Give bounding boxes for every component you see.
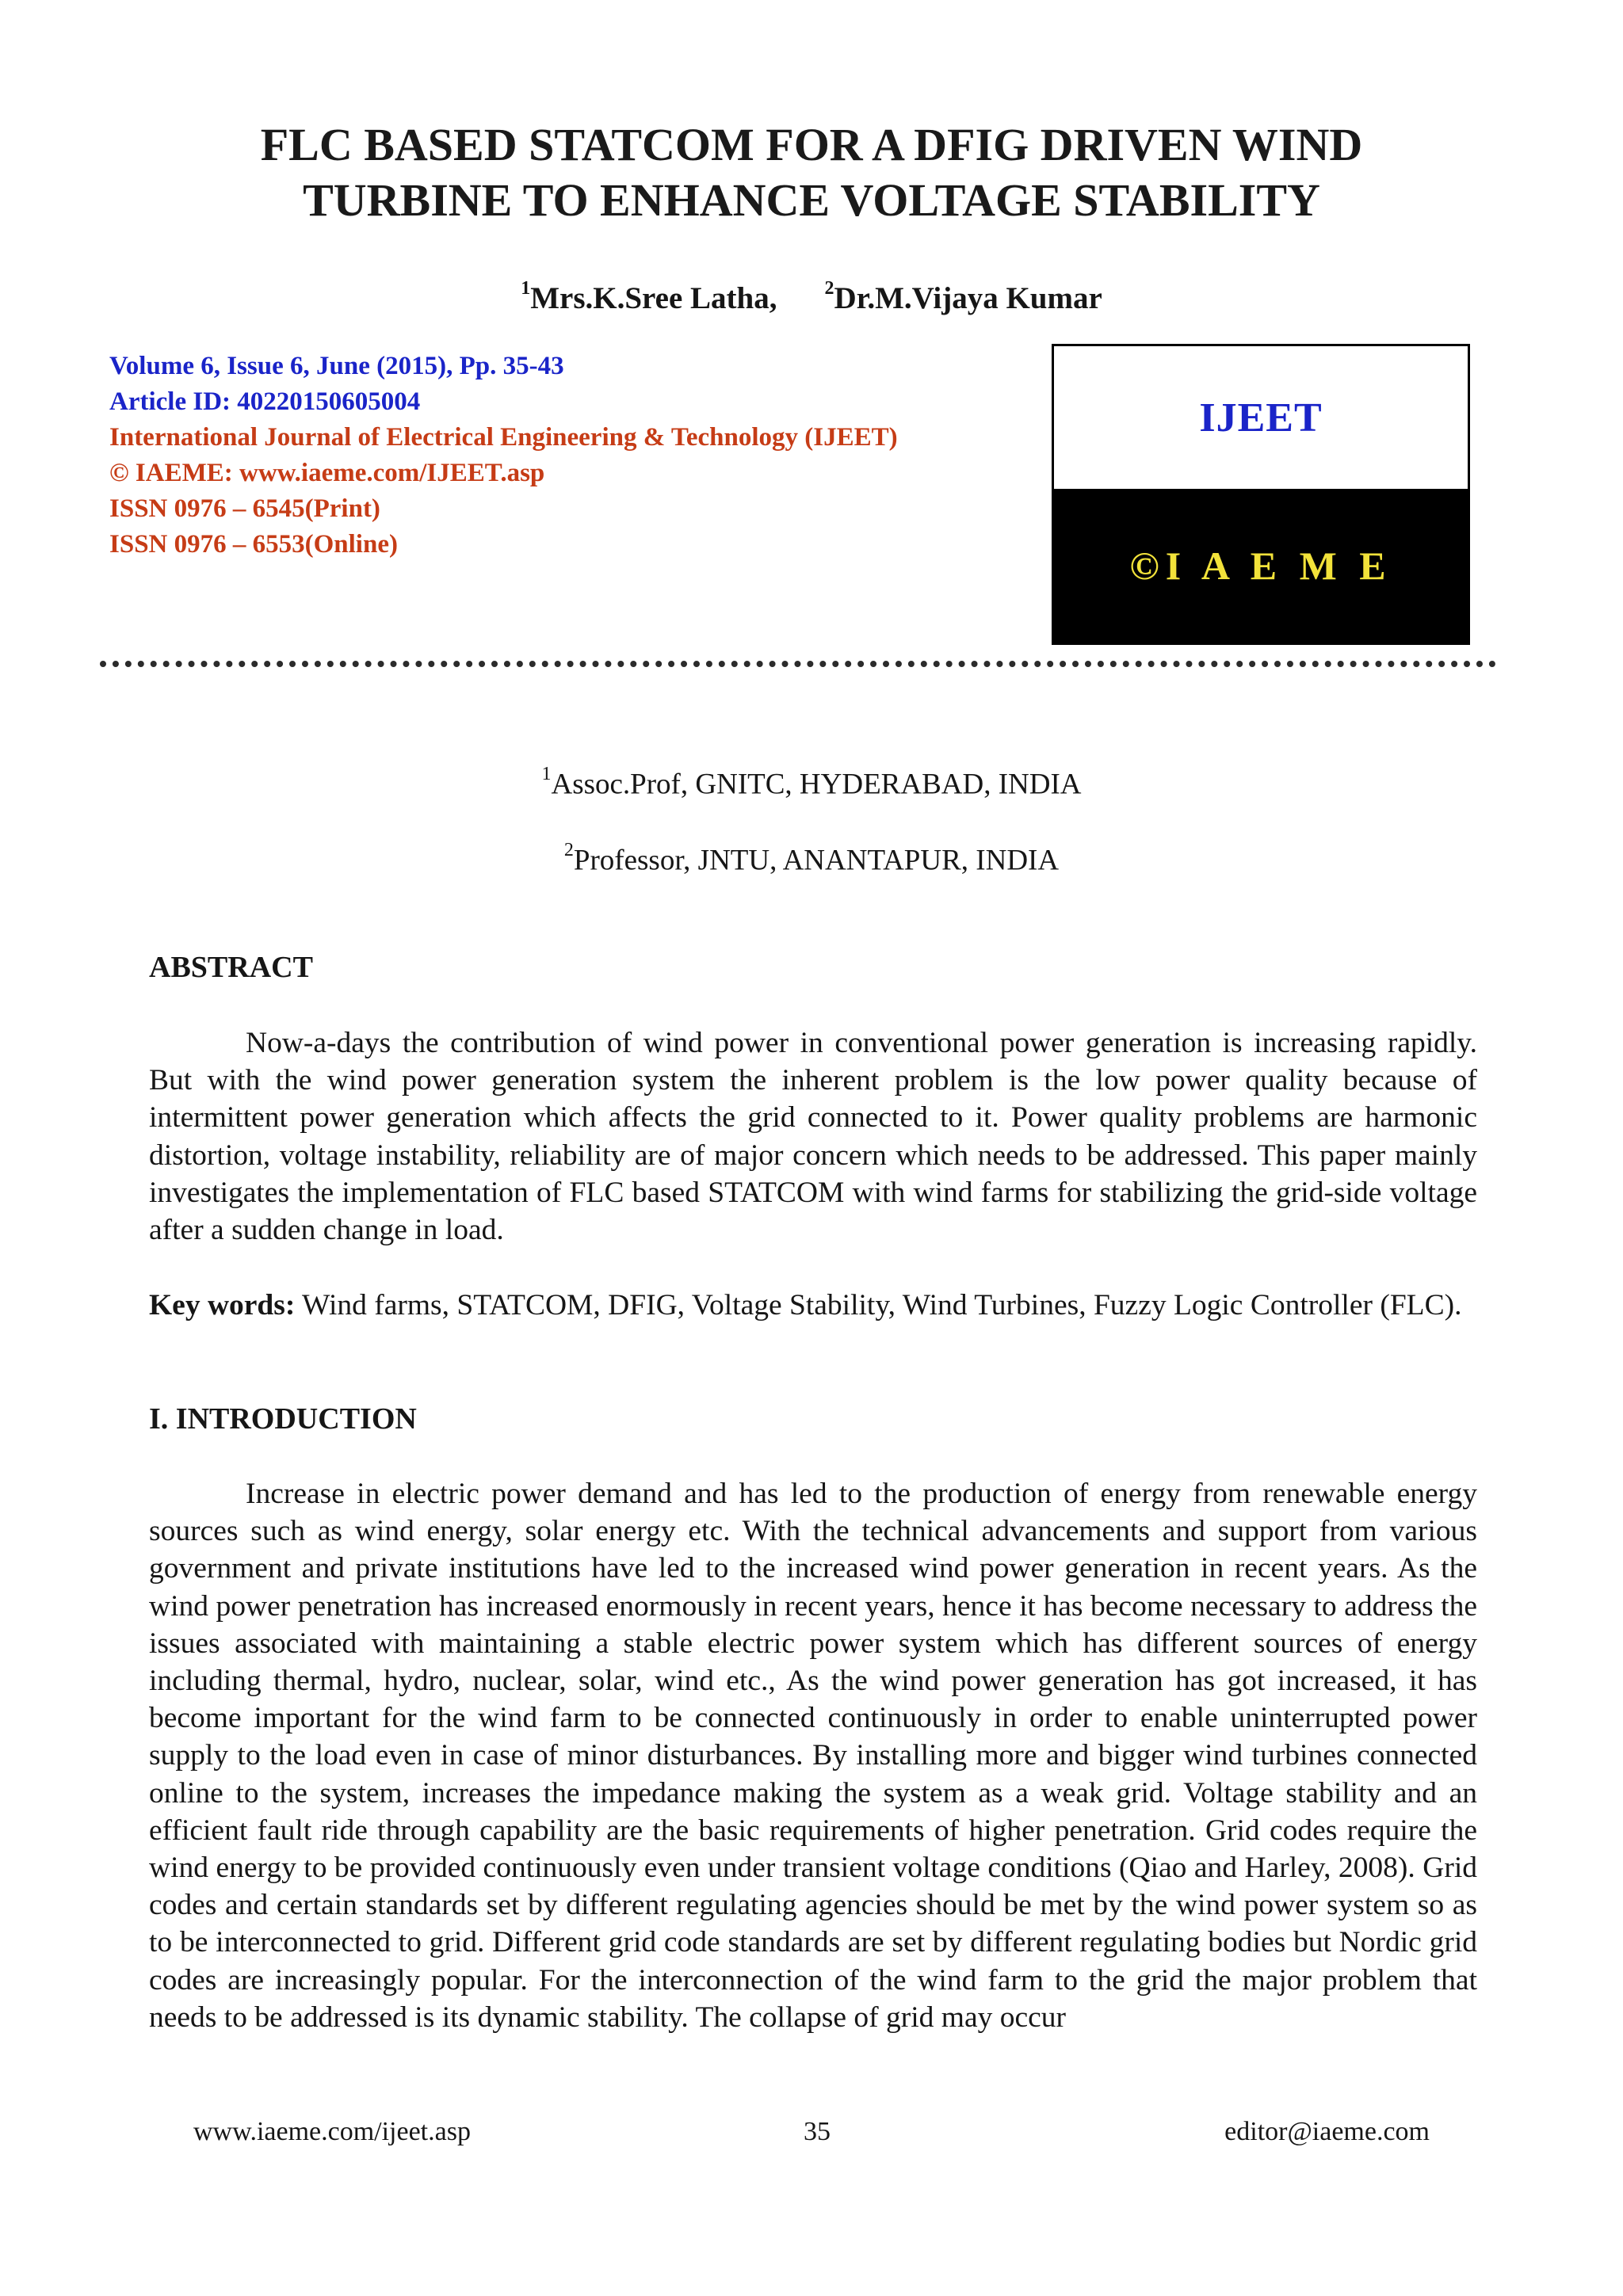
issn-print: ISSN 0976 – 6545(Print)	[109, 494, 380, 523]
journal-logo	[1052, 344, 1470, 645]
affiliation-1-text: Assoc.Prof, GNITC, HYDERABAD, INDIA	[551, 768, 1082, 801]
journal-copyright: © IAEME: www.iaeme.com/IJEET.asp	[109, 459, 545, 487]
affiliation-1-sup: 1	[541, 764, 552, 784]
logo-iaeme-text: ©I A E M E	[1054, 489, 1468, 643]
introduction-body: Increase in electric power demand and has led to the production of energy from renewable energy sources such as wind energy, solar energy etc. With the technical advancements and support from various government and private institutions have led to the increased wind power generation in recent years. As the wind power penetration has increased enormously in recent years, hence it has become necessary to address the issues associated with maintaining a stable electric power system which has different sources of energy including thermal, hydro, nuclear, solar, wind etc., As the wind power generation has got increased, it has become important for the wind farm to be connected continuously in order to enable uninterrupted power supply to the load even in case of minor disturbances. By installing more and bigger wind turbines connected online to the system, increases the impedance making the system as a weak grid. Voltage stability and an efficient fault ride through capability are the basic requirements of higher penetration. Grid codes require the wind energy to be provided continuously even under transient voltage conditions (Qiao and Harley, 2008). Grid codes and certain standards set by different regulating agencies should be met by the wind power system so as to be interconnected to grid. Different grid code standards are set by different regulating bodies but Nordic grid codes are increasingly popular. For the interconnection of the wind farm to the grid the major problem that needs to be addressed is its dynamic stability. The collapse of grid may occur	[149, 1478, 1477, 2034]
footer-email: editor@iaeme.com	[1224, 2117, 1430, 2146]
affiliation-2-sup: 2	[563, 840, 574, 860]
introduction-heading: I. INTRODUCTION	[149, 1402, 417, 1436]
issn-online: ISSN 0976 – 6553(Online)	[109, 530, 398, 559]
journal-name: International Journal of Electrical Engineering & Technology (IJEET)	[109, 423, 898, 452]
footer-website: www.iaeme.com/ijeet.asp	[193, 2117, 471, 2146]
paper-title	[119, 117, 1504, 228]
paper-title-line-1: FLC BASED STATCOM FOR A DFIG DRIVEN WIND	[260, 119, 1363, 170]
author-2-sup: 2	[824, 278, 834, 299]
abstract-body: Now-a-days the contribution of wind power in conventional power generation is increasing rapidly. But with the wind power generation system the inherent problem is the low power quality because of intermittent power generation which affects the grid connected to it. Power quality problems are harmonic distortion, voltage instability, reliability are of major concern which needs to be addressed. This paper mainly investigates the implementation of FLC based STATCOM with wind farms for stabilizing the grid-side voltage after a sudden change in load.	[149, 1027, 1477, 1247]
logo-ijeet-text: IJEET	[1054, 346, 1468, 489]
article-id: Article ID: 40220150605004	[109, 387, 421, 416]
author-list	[0, 273, 1623, 318]
paper-title-line-2: TURBINE TO ENHANCE VOLTAGE STABILITY	[303, 174, 1320, 226]
affiliation-2	[0, 835, 1623, 879]
author-1-name: Mrs.K.Sree Latha,	[530, 281, 777, 315]
keywords	[149, 1287, 1477, 1324]
author-2-name: Dr.M.Vijaya Kumar	[834, 281, 1102, 315]
volume-info: Volume 6, Issue 6, June (2015), Pp. 35-43	[109, 352, 564, 380]
abstract-heading: ABSTRACT	[149, 951, 313, 984]
author-1-sup: 1	[521, 278, 531, 299]
keywords-text: Wind farms, STATCOM, DFIG, Voltage Stability, Wind Turbines, Fuzzy Logic Controller (FLC).	[295, 1289, 1462, 1322]
affiliation-2-text: Professor, JNTU, ANANTAPUR, INDIA	[573, 844, 1060, 877]
dotted-divider	[100, 661, 1496, 667]
keywords-label: Key words:	[149, 1289, 296, 1322]
affiliation-1	[0, 759, 1623, 803]
page-number: 35	[804, 2117, 831, 2146]
page-footer	[0, 2112, 1623, 2152]
journal-info-block	[109, 349, 898, 563]
